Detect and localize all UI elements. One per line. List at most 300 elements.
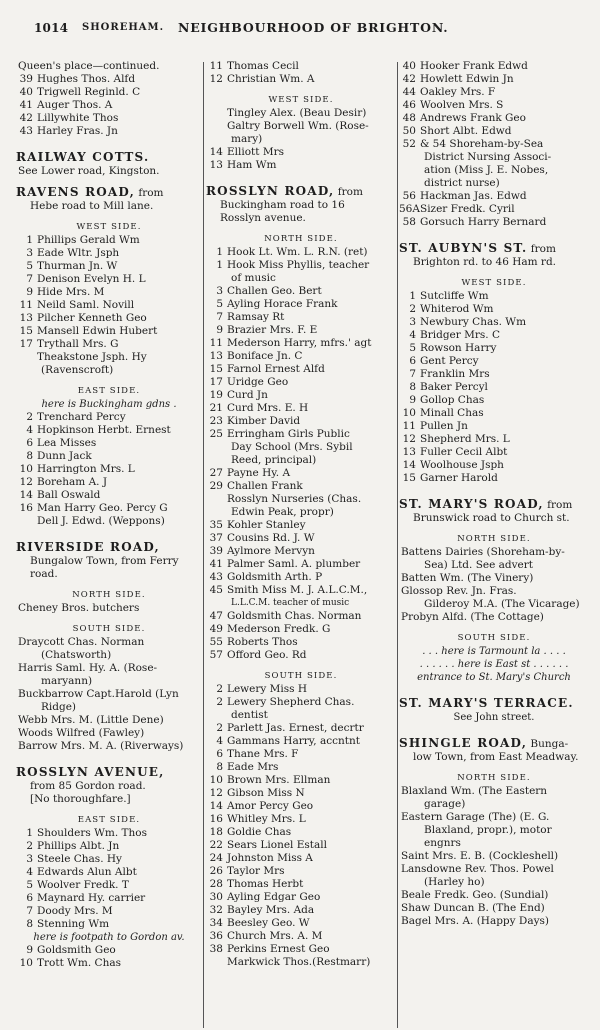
entry-text: Gammans Harry, accntnt (227, 735, 360, 747)
entry-text: Lewery Shepherd Chas. (227, 696, 355, 708)
house-number: 9 (216, 324, 223, 336)
entry-text: Parlett Jas. Ernest, decrtr (227, 722, 364, 734)
directory-entry (206, 865, 396, 878)
directory-entry (399, 433, 589, 446)
side-heading: NORTH SIDE. (457, 773, 531, 783)
house-number: 10 (19, 463, 33, 475)
entry-continuation: of music (231, 272, 276, 284)
entry-continuation: Gilderoy M.A. (The Vicarage) (424, 598, 580, 610)
house-number: 39 (209, 545, 223, 557)
entry-continuation: mary) (231, 133, 263, 145)
entry-text: Boreham A. J (37, 476, 108, 488)
house-number: 46 (402, 99, 416, 111)
entry-text: Hackman Jas. Edwd (420, 190, 527, 202)
entry-text: Boniface Jn. C (227, 350, 303, 362)
directory-entry (16, 905, 202, 918)
house-number: 12 (209, 73, 223, 85)
entry-text: Trigwell Reginld. C (37, 86, 141, 98)
entry-continuation: garage) (424, 798, 466, 810)
directory-entry (399, 420, 589, 433)
entry-text: Erringham Girls Public (227, 428, 350, 440)
street-heading-tail: from (543, 499, 573, 511)
spacer (16, 178, 202, 185)
directory-entry (206, 480, 396, 493)
entry-text: Short Albt. Edwd (420, 125, 512, 137)
house-number: 12 (402, 433, 416, 445)
house-number: 17 (209, 376, 223, 388)
spacer (16, 528, 202, 540)
entry-text: Thane Mrs. F (227, 748, 299, 760)
house-number: 4 (26, 424, 33, 436)
entry-text: Newbury Chas. Wm (420, 316, 527, 328)
entry-text: Edwards Alun Albt (37, 866, 137, 878)
street-heading (206, 184, 396, 199)
house-number: 10 (19, 957, 33, 969)
house-number: 36 (209, 930, 223, 942)
house-number: 2 (216, 696, 223, 708)
house-number: 8 (26, 450, 33, 462)
directory-entry (206, 722, 396, 735)
house-number: 1 (26, 234, 33, 246)
house-number: 8 (26, 918, 33, 930)
directory-entry: Bagel Mrs. A. (Happy Days) (401, 915, 550, 927)
house-number: 48 (402, 112, 416, 124)
house-number: 2 (409, 303, 416, 315)
house-number: 56A (399, 203, 420, 215)
entry-text: Amor Percy Geo (227, 800, 314, 812)
house-number: 50 (402, 125, 416, 137)
directory-entry (206, 311, 396, 324)
house-number: 2 (216, 722, 223, 734)
directory-entry (206, 683, 396, 696)
directory-entry: Probyn Alfd. (The Cottage) (401, 611, 544, 623)
house-number: 40 (19, 86, 33, 98)
directory-entry (16, 463, 202, 476)
street-description: from 85 Gordon road. (30, 780, 146, 792)
directory-entry (399, 86, 589, 99)
entry-text: Andrews Frank Geo (420, 112, 526, 124)
entry-text: Kohler Stanley (227, 519, 306, 531)
directory-entry (206, 73, 396, 86)
entry-text: Woolver Fredk. T (37, 879, 129, 891)
house-number: 14 (209, 800, 223, 812)
entry-text: Whiterod Wm (420, 303, 494, 315)
entry-continuation: Day School (Mrs. Sybil (231, 441, 353, 453)
entry-text: Challen Geo. Bert (227, 285, 322, 297)
directory-entry (206, 636, 396, 649)
house-number: 5 (216, 298, 223, 310)
house-number: 15 (19, 325, 33, 337)
house-number: 30 (209, 891, 223, 903)
entry-text: Trenchard Percy (37, 411, 126, 423)
directory-entry (16, 247, 202, 260)
house-number: 44 (402, 86, 416, 98)
entry-text: Shepherd Mrs. L (420, 433, 510, 445)
house-number: 7 (409, 368, 416, 380)
street-description: Hebe road to Mill lane. (30, 200, 154, 212)
house-number: 7 (26, 273, 33, 285)
directory-entry (206, 852, 396, 865)
entry-text: Phillips Gerald Wm (37, 234, 140, 246)
directory-entry (206, 415, 396, 428)
entry-text: Palmer Saml. A. plumber (227, 558, 361, 570)
directory-entry (399, 290, 589, 303)
street-description: low Town, from East Meadway. (413, 751, 579, 763)
spacer (16, 753, 202, 765)
house-number: 5 (409, 342, 416, 354)
entry-text: Ayling Edgar Geo (227, 891, 321, 903)
directory-entry (206, 428, 396, 441)
directory-entry (206, 748, 396, 761)
side-heading: WEST SIDE. (461, 278, 527, 288)
house-number: 18 (209, 826, 223, 838)
directory-entry (16, 866, 202, 879)
house-number: 42 (19, 112, 33, 124)
directory-entry (206, 467, 396, 480)
directory-entry (206, 813, 396, 826)
street-name: ROSSLYN AVENUE, (16, 765, 165, 779)
directory-entry: Shaw Duncan B. (The End) (401, 902, 545, 914)
directory-entry: Battens Dairies (Shoreham-by- (401, 546, 565, 558)
house-number: 2 (216, 683, 223, 695)
spacer (399, 269, 589, 276)
directory-entry: Harris Saml. Hy. A. (Rose- (18, 662, 158, 674)
house-number: 45 (209, 584, 223, 596)
directory-entry (399, 394, 589, 407)
entry-text: Doody Mrs. M (37, 905, 113, 917)
house-number: 11 (209, 337, 223, 349)
entry-text: Elliott Mrs (227, 146, 284, 158)
column-rule-1 (203, 62, 204, 1028)
directory-entry: Buckbarrow Capt.Harold (Lyn (18, 688, 179, 700)
directory-entry (16, 879, 202, 892)
directory-entry (16, 338, 202, 351)
directory-entry: Markwick Thos.(Restmarr) (227, 956, 371, 968)
entry-continuation: dentist (231, 709, 268, 721)
entry-continuation: ation (Miss J. E. Nobes, (424, 164, 549, 176)
house-number: 6 (216, 748, 223, 760)
entry-text: Ayling Horace Frank (227, 298, 338, 310)
directory-entry (206, 363, 396, 376)
house-number: 26 (209, 865, 223, 877)
directory-entry (16, 450, 202, 463)
street-name: ST. MARY'S TERRACE. (399, 696, 574, 710)
directory-entry: Galtry Borwell Wm. (Rose- (227, 120, 369, 132)
street-name: ST. AUBYN'S ST. (399, 241, 528, 255)
page-number: 1014 (34, 21, 69, 35)
directory-entry (16, 312, 202, 325)
column-3 (399, 60, 589, 1030)
house-number: 7 (26, 905, 33, 917)
house-number: 4 (409, 329, 416, 341)
directory-entry (206, 246, 396, 259)
side-heading: SOUTH SIDE. (72, 624, 146, 634)
house-number: 27 (209, 467, 223, 479)
house-number: 32 (209, 904, 223, 916)
directory-entry (16, 892, 202, 905)
spacer (16, 377, 202, 384)
directory-entry: Glossop Rev. Jn. Fras. (401, 585, 517, 597)
directory-entry (399, 60, 589, 73)
directory-entry: Rosslyn Nurseries (Chas. (227, 493, 362, 505)
directory-entry: Blaxland Wm. (The Eastern (401, 785, 548, 797)
directory-entry (206, 878, 396, 891)
house-number: 41 (209, 558, 223, 570)
directory-entry (16, 502, 202, 515)
street-note: . . . here is Tarmount la . . . . (422, 646, 566, 657)
entry-text: Dunn Jack (37, 450, 92, 462)
page-header (0, 0, 600, 35)
spacer (206, 86, 396, 93)
directory-entry: Batten Wm. (The Vinery) (401, 572, 534, 584)
directory-entry (399, 216, 589, 229)
entry-text: Auger Thos. A (37, 99, 113, 111)
house-number: 5 (26, 879, 33, 891)
house-number: 15 (402, 472, 416, 484)
house-number: 25 (209, 428, 223, 440)
house-number: 9 (26, 286, 33, 298)
entry-continuation: (Ravenscroft) (41, 364, 114, 376)
street-description: Brunswick road to Church st. (413, 512, 570, 524)
directory-entry (206, 904, 396, 917)
house-number: 28 (209, 878, 223, 890)
side-heading: EAST SIDE. (77, 815, 141, 825)
entry-text: Curd Jn (227, 389, 268, 401)
street-name: RAILWAY COTTS. (16, 150, 150, 164)
entry-text: Steele Chas. Hy (37, 853, 122, 865)
entry-text: Brazier Mrs. F. E (227, 324, 318, 336)
street-description: road. (30, 568, 58, 580)
directory-entry (399, 203, 589, 216)
entry-text: Bayley Mrs. Ada (227, 904, 315, 916)
house-number: 14 (402, 459, 416, 471)
street-description: Bungalow Town, from Ferry (30, 555, 179, 567)
entry-text: Howlett Edwin Jn (420, 73, 514, 85)
house-number: 12 (19, 476, 33, 488)
entry-text: Neild Saml. Novill (37, 299, 135, 311)
house-number: 29 (209, 480, 223, 492)
house-number: 13 (209, 350, 223, 362)
directory-entry (16, 86, 202, 99)
side-heading: NORTH SIDE. (457, 534, 531, 544)
house-number: 14 (19, 489, 33, 501)
directory-entry (206, 402, 396, 415)
entry-text: Mederson Fredk. G (227, 623, 331, 635)
entry-text: Lewery Miss H (227, 683, 308, 695)
entry-text: Stenning Wm (37, 918, 110, 930)
house-number: 1 (216, 246, 223, 258)
directory-entry (206, 285, 396, 298)
entry-text: Fuller Cecil Albt (420, 446, 508, 458)
entry-continuation: district nurse) (424, 177, 500, 189)
entry-text: Bridger Mrs. C (420, 329, 500, 341)
directory-entry: Lansdowne Rev. Thos. Powel (401, 863, 554, 875)
house-number: 16 (209, 813, 223, 825)
directory-entry (16, 411, 202, 424)
entry-continuation: L.L.C.M. teacher of music (231, 598, 350, 608)
entry-text: Gibson Miss N (227, 787, 305, 799)
directory-entry (399, 459, 589, 472)
house-number: 41 (19, 99, 33, 111)
directory-entry (16, 489, 202, 502)
entry-text: Hook Lt. Wm. L. R.N. (ret) (227, 246, 368, 258)
street-description: Rosslyn avenue. (220, 212, 306, 224)
entry-text: Whitley Mrs. L (227, 813, 306, 825)
entry-text: Payne Hy. A (227, 467, 291, 479)
spacer (16, 615, 202, 622)
directory-entry (206, 930, 396, 943)
street-heading-tail: from (134, 187, 164, 199)
cross-reference: See John street. (453, 712, 535, 723)
entry-text: Gollop Chas (420, 394, 485, 406)
street-name: RAVENS ROAD, (16, 185, 135, 199)
entry-text: Church Mrs. A. M (227, 930, 323, 942)
street-heading (16, 150, 202, 165)
directory-entry (206, 146, 396, 159)
directory-entry (206, 623, 396, 636)
directory-entry (399, 329, 589, 342)
house-number: 2 (26, 411, 33, 423)
directory-entry (399, 381, 589, 394)
directory-entry: Cheney Bros. butchers (18, 602, 140, 614)
house-number: 13 (209, 159, 223, 171)
directory-entry (16, 260, 202, 273)
house-number: 57 (209, 649, 223, 661)
entry-continuation: (Harley ho) (424, 876, 485, 888)
directory-entry: Barrow Mrs. M. A. (Riverways) (18, 740, 184, 752)
house-number: 10 (402, 407, 416, 419)
street-name: ST. MARY'S ROAD, (399, 497, 544, 511)
house-number: 2 (26, 840, 33, 852)
house-number: 19 (209, 389, 223, 401)
house-number: 17 (19, 338, 33, 350)
directory-entry: Beale Fredk. Geo. (Sundial) (401, 889, 549, 901)
entry-continuation: Blaxland, propr.), motor (424, 824, 552, 836)
entry-continuation: District Nursing Associ- (424, 151, 552, 163)
spacer (16, 138, 202, 150)
house-number: 14 (209, 146, 223, 158)
directory-entry (399, 190, 589, 203)
house-number: 4 (26, 866, 33, 878)
house-number: 40 (402, 60, 416, 72)
side-heading: NORTH SIDE. (72, 590, 146, 600)
directory-entry (399, 355, 589, 368)
house-number: 8 (216, 761, 223, 773)
house-number: 5 (26, 260, 33, 272)
street-name: ROSSLYN ROAD, (206, 184, 335, 198)
directory-entry (206, 376, 396, 389)
directory-entry (16, 125, 202, 138)
directory-entry (399, 472, 589, 485)
house-number: 24 (209, 852, 223, 864)
entry-text: Sizer Fredk. Cyril (420, 203, 515, 215)
house-number: 43 (19, 125, 33, 137)
directory-entry (399, 73, 589, 86)
street-heading-tail: from (527, 243, 556, 255)
entry-text: Smith Miss M. J. A.L.C.M., (227, 584, 368, 596)
directory-entry (16, 99, 202, 112)
entry-text: Sears Lionel Estall (227, 839, 327, 851)
house-number: 16 (19, 502, 33, 514)
directory-entry (16, 325, 202, 338)
entry-text: Baker Percyl (420, 381, 488, 393)
entry-text: Johnston Miss A (227, 852, 313, 864)
directory-entry: Saint Mrs. E. B. (Cockleshell) (401, 850, 559, 862)
directory-entry: Woods Wilfred (Fawley) (18, 727, 145, 739)
directory-entry (206, 558, 396, 571)
directory-entry (206, 298, 396, 311)
entry-text: Offord Geo. Rd (227, 649, 307, 661)
directory-entry (399, 316, 589, 329)
directory-entry (399, 303, 589, 316)
entry-text: Hooker Frank Edwd (420, 60, 528, 72)
directory-entry (399, 446, 589, 459)
directory-entry (399, 342, 589, 355)
house-number: 35 (209, 519, 223, 531)
house-number: 42 (402, 73, 416, 85)
house-number: 55 (209, 636, 223, 648)
house-number: 11 (402, 420, 416, 432)
house-number: 3 (216, 285, 223, 297)
spacer (399, 485, 589, 497)
directory-entry (16, 299, 202, 312)
side-heading: SOUTH SIDE. (457, 633, 531, 643)
directory-entry: Theakstone Jsph. Hy (37, 351, 147, 363)
directory-entry (206, 800, 396, 813)
entry-text: Denison Evelyn H. L (37, 273, 146, 285)
entry-text: Ramsay Rt (227, 311, 285, 323)
entry-text: Ball Oswald (37, 489, 101, 501)
house-number: 9 (409, 394, 416, 406)
street-heading-tail: from (334, 186, 363, 198)
entry-continuation: Reed, principal) (231, 454, 317, 466)
spacer (399, 764, 589, 771)
street-heading (16, 540, 202, 555)
entry-text: Goldsmith Geo (37, 944, 116, 956)
spacer (206, 172, 396, 184)
house-number: 8 (409, 381, 416, 393)
directory-entry (206, 519, 396, 532)
directory-entry (16, 73, 202, 86)
directory-entry (206, 761, 396, 774)
house-number: 43 (209, 571, 223, 583)
running-head-town: SHOREHAM. (82, 22, 165, 33)
entry-text: Shoulders Wm. Thos (37, 827, 147, 839)
street-name: RIVERSIDE ROAD, (16, 540, 160, 554)
house-number: 56 (402, 190, 416, 202)
directory-entry: Webb Mrs. M. (Little Dene) (18, 714, 164, 726)
house-number: 12 (209, 787, 223, 799)
entry-text: Challen Frank (227, 480, 303, 492)
entry-text: Perkins Ernest Geo (227, 943, 330, 955)
directory-entry (16, 273, 202, 286)
directory-entry (16, 437, 202, 450)
house-number: 34 (209, 917, 223, 929)
house-number: 6 (26, 437, 33, 449)
directory-entry (206, 389, 396, 402)
entry-text: Hughes Thos. Alfd (37, 73, 136, 85)
directory-entry (206, 826, 396, 839)
directory-entry (16, 957, 202, 970)
house-number: 4 (216, 735, 223, 747)
entry-text: Goldsmith Chas. Norman (227, 610, 362, 622)
house-number: 38 (209, 943, 223, 955)
directory-entry (16, 944, 202, 957)
spacer (206, 225, 396, 232)
entry-text: Harley Fras. Jn (37, 125, 118, 137)
street-description: Brighton rd. to 46 Ham rd. (413, 256, 557, 268)
directory-entry (399, 407, 589, 420)
